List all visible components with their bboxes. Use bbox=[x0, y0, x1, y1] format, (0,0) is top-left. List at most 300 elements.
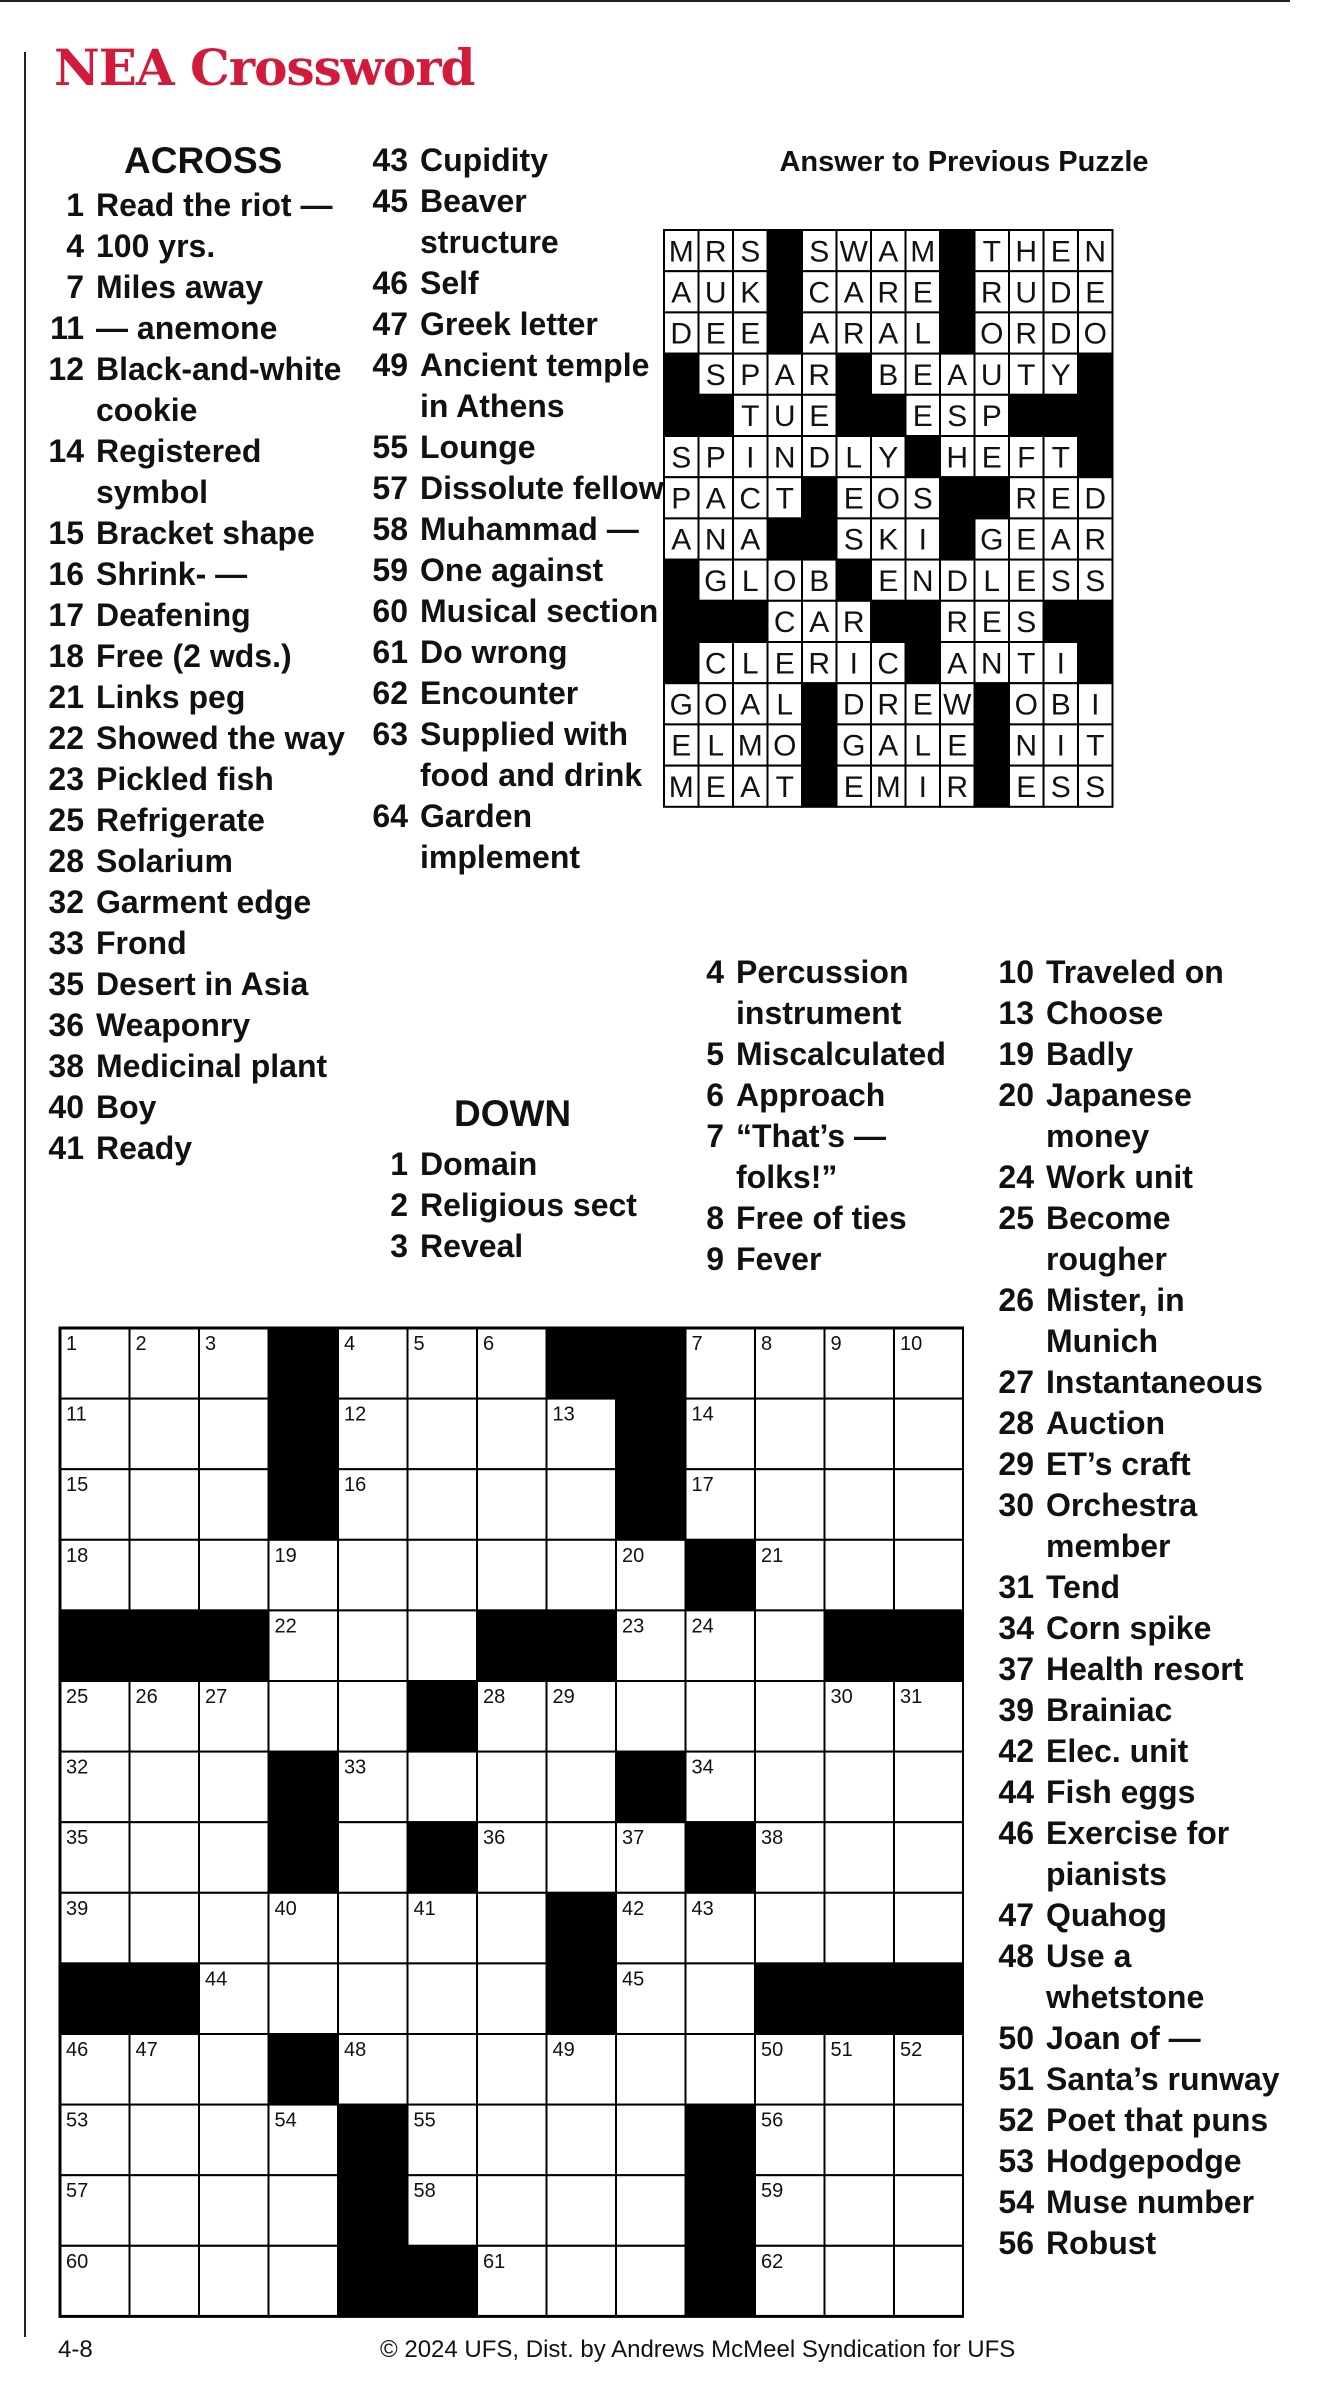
clue-text: Reveal bbox=[420, 1228, 524, 1264]
answer-letter: N bbox=[1084, 235, 1107, 269]
answer-black-cell bbox=[802, 477, 837, 518]
grid-black-cell bbox=[686, 2105, 756, 2176]
grid-black-cell bbox=[686, 2175, 756, 2246]
across-clue-59 bbox=[354, 550, 664, 591]
across-clue-45 bbox=[354, 181, 664, 263]
cell-number: 39 bbox=[66, 1897, 89, 1920]
cell-number: 31 bbox=[900, 1686, 923, 1708]
cell-number: 50 bbox=[761, 2039, 784, 2061]
answer-letter: R bbox=[842, 606, 865, 640]
answer-letter: S bbox=[1016, 606, 1037, 640]
clue-number: 38 bbox=[48, 1048, 84, 1084]
grid-cell[interactable] bbox=[130, 1822, 200, 1893]
clue-text: Exercise for pianists bbox=[1046, 1815, 1230, 1892]
cell-number: 17 bbox=[691, 1474, 714, 1497]
across-clue-7 bbox=[30, 267, 360, 308]
grid-cell[interactable] bbox=[130, 2175, 200, 2246]
grid-cell[interactable] bbox=[199, 1469, 269, 1540]
clue-text: Auction bbox=[1046, 1405, 1166, 1441]
grid-cell[interactable] bbox=[894, 2105, 964, 2176]
clue-text: Do wrong bbox=[420, 634, 568, 670]
answer-letter: S bbox=[671, 441, 692, 475]
grid-black-cell bbox=[130, 1963, 200, 2034]
answer-letter: E bbox=[947, 729, 968, 763]
grid-cell[interactable] bbox=[616, 1681, 686, 1752]
across-clue-21 bbox=[30, 677, 360, 718]
grid-cell[interactable] bbox=[338, 1681, 408, 1752]
clue-text: Lounge bbox=[420, 429, 536, 465]
clue-number: 21 bbox=[48, 679, 84, 715]
across-clue-47 bbox=[354, 304, 664, 345]
answer-letter: E bbox=[740, 317, 761, 351]
cell-number: 21 bbox=[761, 1544, 784, 1567]
answer-letter: E bbox=[912, 358, 933, 392]
answer-black-cell bbox=[1078, 395, 1113, 436]
answer-letter: T bbox=[775, 770, 794, 804]
cell-number: 33 bbox=[344, 1756, 367, 1779]
grid-cell[interactable] bbox=[130, 2246, 200, 2317]
grid-cell[interactable] bbox=[338, 1893, 408, 1964]
grid-cell[interactable] bbox=[199, 1540, 269, 1611]
clue-text: Links peg bbox=[96, 679, 246, 715]
answer-letter: D bbox=[1084, 482, 1107, 516]
clue-number: 32 bbox=[48, 884, 84, 920]
answer-letter: N bbox=[1015, 729, 1038, 763]
clue-text: Fever bbox=[736, 1241, 822, 1277]
grid-cell[interactable] bbox=[825, 1540, 895, 1611]
grid-cell[interactable] bbox=[477, 2105, 547, 2176]
grid-black-cell bbox=[60, 1610, 130, 1681]
grid-cell[interactable] bbox=[825, 1822, 895, 1893]
cell-number: 19 bbox=[274, 1544, 297, 1567]
cell-number: 57 bbox=[66, 2180, 89, 2203]
grid-cell[interactable] bbox=[477, 1540, 547, 1611]
answer-letter: E bbox=[843, 482, 864, 516]
cell-number: 36 bbox=[483, 1827, 506, 1850]
grid-cell[interactable] bbox=[894, 1822, 964, 1893]
down-clue-20 bbox=[980, 1075, 1290, 1157]
answer-letter: S bbox=[1085, 770, 1106, 804]
cell-number: 35 bbox=[66, 1827, 89, 1850]
copyright: © 2024 UFS, Dist. by Andrews McMeel Syndication for UFS bbox=[380, 2336, 1016, 2363]
cell-number: 49 bbox=[552, 2039, 575, 2061]
grid-cell[interactable] bbox=[477, 2175, 547, 2246]
across-column-1 bbox=[30, 140, 360, 1169]
cell-number: 29 bbox=[552, 1686, 575, 1708]
grid-cell[interactable] bbox=[408, 1540, 478, 1611]
cell-number: 48 bbox=[344, 2039, 367, 2061]
grid-cell[interactable] bbox=[269, 2175, 339, 2246]
clue-text: Supplied with food and drink bbox=[420, 716, 643, 793]
cell-number: 25 bbox=[66, 1686, 89, 1708]
cell-number: 10 bbox=[900, 1333, 923, 1355]
answer-letter: M bbox=[668, 770, 694, 804]
grid-black-cell bbox=[269, 1328, 339, 1399]
answer-black-cell bbox=[733, 601, 768, 642]
grid-cell[interactable] bbox=[130, 1469, 200, 1540]
clue-number: 22 bbox=[48, 720, 84, 756]
grid-black-cell bbox=[686, 1822, 756, 1893]
grid-cell[interactable] bbox=[130, 1540, 200, 1611]
grid-cell[interactable] bbox=[199, 2105, 269, 2176]
answer-letter: E bbox=[981, 606, 1002, 640]
grid-cell[interactable] bbox=[130, 1752, 200, 1823]
answer-black-cell bbox=[975, 683, 1010, 724]
down-clue-56 bbox=[980, 2223, 1290, 2264]
clue-text: Santa’s runway bbox=[1046, 2061, 1280, 2097]
answer-letter: A bbox=[1050, 523, 1071, 557]
answer-letter: E bbox=[981, 441, 1002, 475]
grid-cell[interactable] bbox=[755, 1752, 825, 1823]
grid-black-cell bbox=[825, 1963, 895, 2034]
clue-text: Mister, in Munich bbox=[1046, 1282, 1185, 1359]
answer-letter: E bbox=[671, 729, 692, 763]
grid-cell[interactable] bbox=[547, 2105, 617, 2176]
down-clue-39 bbox=[980, 1690, 1290, 1731]
answer-black-cell bbox=[1078, 354, 1113, 395]
answer-letter: S bbox=[1050, 770, 1071, 804]
clue-text: Instantaneous bbox=[1046, 1364, 1263, 1400]
grid-cell[interactable] bbox=[477, 2034, 547, 2105]
grid-cell[interactable] bbox=[269, 2246, 339, 2317]
clue-number: 17 bbox=[48, 597, 84, 633]
grid-cell[interactable] bbox=[755, 1399, 825, 1470]
grid-cell[interactable] bbox=[199, 2034, 269, 2105]
clue-text: Free of ties bbox=[736, 1200, 907, 1236]
down-column-2 bbox=[670, 952, 990, 1280]
clue-text: Muhammad — bbox=[420, 511, 639, 547]
grid-cell[interactable] bbox=[338, 1610, 408, 1681]
clue-text: Pickled fish bbox=[96, 761, 274, 797]
clue-number: 7 bbox=[706, 1118, 724, 1154]
cell-number: 55 bbox=[413, 2109, 436, 2132]
grid-cell[interactable] bbox=[547, 1540, 617, 1611]
grid-cell[interactable] bbox=[825, 2175, 895, 2246]
cell-number: 41 bbox=[413, 1897, 436, 1920]
grid-cell[interactable] bbox=[547, 1822, 617, 1893]
across-clue-28 bbox=[30, 841, 360, 882]
grid-cell[interactable] bbox=[408, 1610, 478, 1681]
cell-number: 9 bbox=[830, 1333, 842, 1355]
grid-cell[interactable] bbox=[616, 2034, 686, 2105]
clue-number: 27 bbox=[998, 1364, 1034, 1400]
grid-black-cell bbox=[130, 1610, 200, 1681]
grid-cell[interactable] bbox=[199, 1893, 269, 1964]
grid-cell[interactable] bbox=[130, 1893, 200, 1964]
clue-text: Religious sect bbox=[420, 1187, 637, 1223]
grid-cell[interactable] bbox=[755, 1893, 825, 1964]
grid-cell[interactable] bbox=[477, 1469, 547, 1540]
answer-letter: T bbox=[1017, 358, 1036, 392]
clue-text: Solarium bbox=[96, 843, 233, 879]
grid-cell[interactable] bbox=[199, 1822, 269, 1893]
clue-number: 4 bbox=[706, 954, 724, 990]
answer-letter: R bbox=[842, 317, 865, 351]
answer-letter: S bbox=[843, 523, 864, 557]
clue-text: Joan of — bbox=[1046, 2020, 1201, 2056]
clue-number: 39 bbox=[998, 1692, 1034, 1728]
clue-number: 47 bbox=[998, 1897, 1034, 1933]
answer-black-cell bbox=[802, 518, 837, 559]
grid-cell[interactable] bbox=[477, 1752, 547, 1823]
grid-black-cell bbox=[338, 2105, 408, 2176]
answer-letter: R bbox=[1015, 482, 1038, 516]
grid-black-cell bbox=[269, 2034, 339, 2105]
grid-cell[interactable] bbox=[408, 1963, 478, 2034]
answer-letter: C bbox=[773, 606, 796, 640]
clue-text: One against bbox=[420, 552, 604, 588]
grid-cell[interactable] bbox=[616, 2246, 686, 2317]
answer-black-cell bbox=[664, 354, 699, 395]
answer-letter: D bbox=[842, 688, 865, 722]
answer-black-cell bbox=[975, 477, 1010, 518]
cell-number: 7 bbox=[691, 1333, 703, 1355]
answer-letter: A bbox=[878, 729, 899, 763]
grid-cell[interactable] bbox=[894, 1399, 964, 1470]
cell-number: 51 bbox=[830, 2039, 853, 2061]
cell-number: 40 bbox=[274, 1897, 297, 1920]
answer-letter: A bbox=[774, 358, 795, 392]
grid-black-cell bbox=[686, 1540, 756, 1611]
across-clue-18 bbox=[30, 636, 360, 677]
grid-cell[interactable] bbox=[616, 2105, 686, 2176]
grid-cell[interactable] bbox=[894, 2246, 964, 2317]
clue-number: 50 bbox=[998, 2020, 1034, 2056]
grid-cell[interactable] bbox=[477, 1963, 547, 2034]
grid-cell[interactable] bbox=[755, 1469, 825, 1540]
clue-text: Muse number bbox=[1046, 2184, 1255, 2220]
clue-number: 62 bbox=[372, 675, 408, 711]
down-clue-9 bbox=[670, 1239, 990, 1280]
across-clue-33 bbox=[30, 923, 360, 964]
answer-black-cell bbox=[871, 601, 906, 642]
answer-letter: I bbox=[1091, 688, 1100, 722]
grid-cell[interactable] bbox=[894, 1469, 964, 1540]
clue-text: Health resort bbox=[1046, 1651, 1244, 1687]
top-rule bbox=[0, 0, 1290, 2]
grid-cell[interactable] bbox=[547, 1752, 617, 1823]
answer-letter: H bbox=[1015, 235, 1038, 269]
clue-number: 43 bbox=[372, 142, 408, 178]
clue-number: 59 bbox=[372, 552, 408, 588]
cell-number: 12 bbox=[344, 1403, 367, 1426]
grid-black-cell bbox=[547, 1610, 617, 1681]
grid-cell[interactable] bbox=[894, 1752, 964, 1823]
cell-number: 13 bbox=[552, 1403, 575, 1426]
down-clue-3 bbox=[354, 1226, 664, 1267]
answer-letter: T bbox=[982, 235, 1001, 269]
grid-cell[interactable] bbox=[894, 1893, 964, 1964]
answer-black-cell bbox=[906, 436, 941, 477]
answer-letter: O bbox=[876, 482, 900, 516]
grid-cell[interactable] bbox=[686, 2034, 756, 2105]
down-clue-34 bbox=[980, 1608, 1290, 1649]
answer-black-cell bbox=[768, 518, 803, 559]
down-clue-52 bbox=[980, 2100, 1290, 2141]
answer-black-cell bbox=[1044, 395, 1079, 436]
grid-cell[interactable] bbox=[825, 1752, 895, 1823]
cell-number: 61 bbox=[483, 2250, 506, 2273]
clue-text: Refrigerate bbox=[96, 802, 265, 838]
answer-letter: A bbox=[878, 235, 899, 269]
grid-black-cell bbox=[338, 2246, 408, 2317]
grid-cell[interactable] bbox=[269, 1681, 339, 1752]
cell-number: 24 bbox=[691, 1615, 714, 1638]
clue-number: 61 bbox=[372, 634, 408, 670]
grid-cell[interactable] bbox=[547, 2246, 617, 2317]
clue-number: 44 bbox=[998, 1774, 1034, 1810]
grid-cell[interactable] bbox=[477, 1399, 547, 1470]
grid-cell[interactable] bbox=[616, 2175, 686, 2246]
clue-number: 52 bbox=[998, 2102, 1034, 2138]
grid-cell[interactable] bbox=[477, 1893, 547, 1964]
grid-cell[interactable] bbox=[338, 1822, 408, 1893]
clue-number: 54 bbox=[998, 2184, 1034, 2220]
grid-cell[interactable] bbox=[408, 1399, 478, 1470]
clue-number: 46 bbox=[372, 265, 408, 301]
answer-letter: R bbox=[808, 647, 831, 681]
clue-text: Hodgepodge bbox=[1046, 2143, 1242, 2179]
answer-letter: Y bbox=[1050, 358, 1071, 392]
clue-number: 58 bbox=[372, 511, 408, 547]
grid-cell[interactable] bbox=[338, 1963, 408, 2034]
grid-cell[interactable] bbox=[547, 2175, 617, 2246]
answer-letter: I bbox=[918, 770, 927, 804]
answer-letter: C bbox=[739, 482, 762, 516]
answer-title: Answer to Previous Puzzle bbox=[779, 146, 1149, 178]
clue-text: “That’s — folks!” bbox=[736, 1118, 886, 1195]
across-heading: ACROSS bbox=[124, 140, 283, 181]
grid-cell[interactable] bbox=[130, 1399, 200, 1470]
grid-cell[interactable] bbox=[894, 2175, 964, 2246]
answer-letter: E bbox=[1016, 523, 1037, 557]
across-clue-1 bbox=[30, 185, 360, 226]
clue-text: Frond bbox=[96, 925, 187, 961]
grid-cell[interactable] bbox=[686, 1963, 756, 2034]
clue-text: Fish eggs bbox=[1046, 1774, 1196, 1810]
grid-cell[interactable] bbox=[755, 1681, 825, 1752]
cell-number: 34 bbox=[691, 1756, 714, 1779]
answer-letter: O bbox=[980, 317, 1004, 351]
cell-number: 22 bbox=[274, 1615, 297, 1638]
clue-number: 5 bbox=[706, 1036, 724, 1072]
puzzle-grid bbox=[58, 1326, 964, 2320]
cell-number: 56 bbox=[761, 2109, 784, 2132]
answer-letter: A bbox=[809, 317, 830, 351]
answer-letter: S bbox=[912, 482, 933, 516]
down-column-1 bbox=[354, 1093, 664, 1267]
answer-letter: C bbox=[877, 647, 900, 681]
answer-letter: L bbox=[914, 317, 932, 351]
clue-number: 19 bbox=[998, 1036, 1034, 1072]
clue-number: 47 bbox=[372, 306, 408, 342]
answer-letter: S bbox=[809, 235, 830, 269]
cell-number: 5 bbox=[413, 1333, 425, 1355]
across-clue-46 bbox=[354, 263, 664, 304]
grid-cell[interactable] bbox=[894, 1540, 964, 1611]
down-clue-48 bbox=[980, 1936, 1290, 2018]
answer-letter: P bbox=[740, 358, 761, 392]
answer-letter: E bbox=[1050, 482, 1071, 516]
answer-letter: P bbox=[981, 400, 1002, 434]
clue-number: 30 bbox=[998, 1487, 1034, 1523]
answer-letter: G bbox=[669, 688, 693, 722]
clue-text: Brainiac bbox=[1046, 1692, 1173, 1728]
answer-letter: T bbox=[1017, 647, 1036, 681]
down-clue-30 bbox=[980, 1485, 1290, 1567]
grid-cell[interactable] bbox=[825, 1469, 895, 1540]
grid-cell[interactable] bbox=[408, 1469, 478, 1540]
clue-number: 1 bbox=[390, 1146, 408, 1182]
grid-cell[interactable] bbox=[755, 1610, 825, 1681]
clue-text: Use a whetstone bbox=[1046, 1938, 1205, 2015]
grid-cell[interactable] bbox=[686, 1681, 756, 1752]
answer-letter: R bbox=[808, 358, 831, 392]
grid-cell[interactable] bbox=[130, 2105, 200, 2176]
cell-number: 38 bbox=[761, 1827, 784, 1850]
down-clue-51 bbox=[980, 2059, 1290, 2100]
answer-black-cell bbox=[975, 766, 1010, 807]
answer-letter: E bbox=[912, 400, 933, 434]
cell-number: 60 bbox=[66, 2250, 89, 2273]
grid-cell[interactable] bbox=[199, 1399, 269, 1470]
across-clue-38 bbox=[30, 1046, 360, 1087]
down-clue-25 bbox=[980, 1198, 1290, 1280]
cell-number: 30 bbox=[830, 1686, 853, 1708]
grid-cell[interactable] bbox=[547, 1469, 617, 1540]
answer-black-cell bbox=[1078, 601, 1113, 642]
answer-letter: W bbox=[943, 688, 972, 722]
clue-text: — anemone bbox=[96, 310, 278, 346]
answer-letter: L bbox=[983, 564, 1001, 598]
clue-number: 46 bbox=[998, 1815, 1034, 1851]
cell-number: 20 bbox=[622, 1544, 645, 1567]
grid-cell[interactable] bbox=[338, 1540, 408, 1611]
answer-letter: R bbox=[877, 688, 900, 722]
answer-letter: G bbox=[980, 523, 1004, 557]
answer-letter: A bbox=[671, 523, 692, 557]
cell-number: 16 bbox=[344, 1474, 367, 1497]
grid-cell[interactable] bbox=[825, 2246, 895, 2317]
grid-cell[interactable] bbox=[199, 1752, 269, 1823]
answer-black-cell bbox=[871, 395, 906, 436]
grid-cell[interactable] bbox=[825, 2105, 895, 2176]
clue-number: 31 bbox=[998, 1569, 1034, 1605]
answer-letter: N bbox=[773, 441, 796, 475]
grid-cell[interactable] bbox=[408, 1752, 478, 1823]
answer-black-cell bbox=[940, 477, 975, 518]
answer-black-cell bbox=[802, 683, 837, 724]
clue-text: Free (2 wds.) bbox=[96, 638, 292, 674]
grid-cell[interactable] bbox=[825, 1399, 895, 1470]
answer-black-cell bbox=[1078, 436, 1113, 477]
clue-text: Musical section bbox=[420, 593, 659, 629]
down-clue-4 bbox=[670, 952, 990, 1034]
grid-cell[interactable] bbox=[199, 2246, 269, 2317]
grid-cell[interactable] bbox=[199, 2175, 269, 2246]
across-clue-61 bbox=[354, 632, 664, 673]
answer-black-cell bbox=[1078, 642, 1113, 683]
answer-letter: D bbox=[1049, 317, 1072, 351]
grid-cell[interactable] bbox=[825, 1893, 895, 1964]
answer-letter: E bbox=[1016, 770, 1037, 804]
answer-letter: L bbox=[741, 647, 759, 681]
grid-cell[interactable] bbox=[408, 2034, 478, 2105]
clue-number: 24 bbox=[998, 1159, 1034, 1195]
clue-text: Showed the way bbox=[96, 720, 345, 756]
clue-number: 60 bbox=[372, 593, 408, 629]
grid-cell[interactable] bbox=[269, 1963, 339, 2034]
